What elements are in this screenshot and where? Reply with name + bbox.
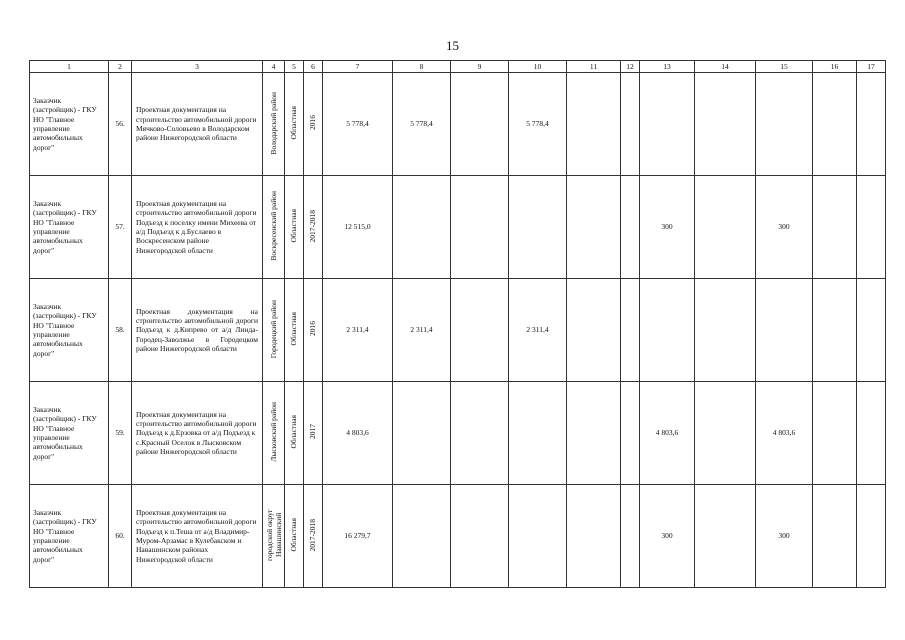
value-cell-7: 4 803,6 (323, 382, 393, 485)
value-cell-8 (393, 485, 451, 588)
value-cell-15 (756, 73, 813, 176)
value-cell-15: 300 (756, 485, 813, 588)
value-cell-10 (509, 485, 567, 588)
level-cell (285, 485, 304, 588)
estimates-table (29, 60, 886, 588)
object-name-cell: Проектная документация на строительство автомобильной дороги Подъезд к д.Кипрево от а/д Линда-Городец-Заволжье в Городецком районе Нижегородской области (132, 279, 263, 382)
value-cell-15: 4 803,6 (756, 382, 813, 485)
value-cell-12 (621, 176, 640, 279)
value-cell-7: 2 311,4 (323, 279, 393, 382)
level-text: Областная (289, 106, 299, 140)
value-cell-10: 2 311,4 (509, 279, 567, 382)
value-cell-15 (756, 279, 813, 382)
table-row (30, 485, 886, 588)
value-cell-17 (857, 382, 886, 485)
col-header: 5 (285, 61, 304, 73)
col-header: 3 (132, 61, 263, 73)
district-cell (263, 73, 285, 176)
value-cell-9 (451, 485, 509, 588)
col-header: 13 (640, 61, 695, 73)
object-name-cell: Проектная документация на строительство автомобильной дороги Подъезд к д.Ерзовка от а/д Подъезд к с.Красный Оселок в Лысковском районе Нижегородской области (132, 382, 263, 485)
value-cell-7: 5 778,4 (323, 73, 393, 176)
col-header: 8 (393, 61, 451, 73)
table-row (30, 382, 886, 485)
col-header: 16 (813, 61, 857, 73)
value-cell-17 (857, 176, 886, 279)
value-cell-13 (640, 73, 695, 176)
value-cell-12 (621, 485, 640, 588)
customer-cell: Заказчик (застройщик) - ГКУ НО "Главное управление автомобильных дорог" (30, 73, 109, 176)
object-name-cell: Проектная документация на строительство автомобильной дороги Подъезд к п.Теша от а/д Владимир-Муром-Арзамас в Кулебакском и Навашинском районах Нижегородской области (132, 485, 263, 588)
period-cell (304, 73, 323, 176)
row-number-cell: 60. (109, 485, 132, 588)
value-cell-8: 5 778,4 (393, 73, 451, 176)
level-text: Областная (289, 415, 299, 449)
value-cell-14 (695, 382, 756, 485)
level-cell (285, 176, 304, 279)
district-text: Володарский район (268, 91, 278, 155)
table-row (30, 176, 886, 279)
value-cell-12 (621, 382, 640, 485)
page-number: 15 (446, 38, 459, 53)
value-cell-13: 4 803,6 (640, 382, 695, 485)
value-cell-13: 300 (640, 176, 695, 279)
object-name-cell: Проектная документация на строительство автомобильной дороги Мячково-Соловьево в Володарском районе Нижегородской области (132, 73, 263, 176)
period-cell (304, 279, 323, 382)
customer-cell: Заказчик (застройщик) - ГКУ НО "Главное управление автомобильных дорог" (30, 485, 109, 588)
value-cell-10: 5 778,4 (509, 73, 567, 176)
period-cell (304, 382, 323, 485)
level-text: Областная (289, 518, 299, 552)
district-text: Лысковский район (268, 401, 278, 462)
value-cell-9 (451, 176, 509, 279)
value-cell-9 (451, 73, 509, 176)
period-text: 2017 (308, 424, 318, 440)
level-text: Областная (289, 312, 299, 346)
value-cell-13 (640, 279, 695, 382)
value-cell-8: 2 311,4 (393, 279, 451, 382)
value-cell-14 (695, 176, 756, 279)
district-text: Городецкий район (268, 299, 278, 358)
col-header: 17 (857, 61, 886, 73)
value-cell-12 (621, 279, 640, 382)
period-text: 2016 (308, 321, 318, 337)
row-number-cell: 58. (109, 279, 132, 382)
value-cell-17 (857, 279, 886, 382)
value-cell-13: 300 (640, 485, 695, 588)
value-cell-11 (567, 73, 621, 176)
col-header: 2 (109, 61, 132, 73)
col-header: 6 (304, 61, 323, 73)
col-header: 11 (567, 61, 621, 73)
period-text: 2017-2018 (308, 209, 318, 243)
value-cell-17 (857, 73, 886, 176)
value-cell-16 (813, 176, 857, 279)
col-header: 9 (451, 61, 509, 73)
value-cell-11 (567, 279, 621, 382)
col-header: 10 (509, 61, 567, 73)
district-cell (263, 485, 285, 588)
value-cell-17 (857, 485, 886, 588)
table-row (30, 279, 886, 382)
row-number-cell: 57. (109, 176, 132, 279)
value-cell-10 (509, 382, 567, 485)
customer-cell: Заказчик (застройщик) - ГКУ НО "Главное управление автомобильных дорог" (30, 176, 109, 279)
col-header: 7 (323, 61, 393, 73)
level-text: Областная (289, 209, 299, 243)
value-cell-8 (393, 382, 451, 485)
period-cell (304, 485, 323, 588)
period-text: 2017-2018 (308, 518, 318, 552)
col-header: 14 (695, 61, 756, 73)
object-name-cell: Проектная документация на строительство автомобильной дороги Подъезд к поселку имени Михеева от а/д Подъезд к д.Буслаево в Воскресенском районе Нижегородской области (132, 176, 263, 279)
level-cell (285, 382, 304, 485)
value-cell-11 (567, 485, 621, 588)
value-cell-9 (451, 279, 509, 382)
district-text: городской округ Навашинский (264, 508, 283, 561)
value-cell-8 (393, 176, 451, 279)
value-cell-15: 300 (756, 176, 813, 279)
value-cell-11 (567, 176, 621, 279)
col-header: 4 (263, 61, 285, 73)
value-cell-14 (695, 279, 756, 382)
column-number-row (30, 61, 886, 73)
value-cell-11 (567, 382, 621, 485)
district-cell (263, 279, 285, 382)
value-cell-14 (695, 73, 756, 176)
col-header: 15 (756, 61, 813, 73)
value-cell-7: 12 515,0 (323, 176, 393, 279)
district-cell (263, 176, 285, 279)
row-number-cell: 56. (109, 73, 132, 176)
district-text: Воскресенский район (268, 190, 278, 261)
value-cell-16 (813, 485, 857, 588)
value-cell-9 (451, 382, 509, 485)
customer-cell: Заказчик (застройщик) - ГКУ НО "Главное управление автомобильных дорог" (30, 279, 109, 382)
value-cell-16 (813, 382, 857, 485)
level-cell (285, 279, 304, 382)
value-cell-16 (813, 279, 857, 382)
district-cell (263, 382, 285, 485)
customer-cell: Заказчик (застройщик) - ГКУ НО "Главное управление автомобильных дорог" (30, 382, 109, 485)
value-cell-16 (813, 73, 857, 176)
value-cell-7: 16 279,7 (323, 485, 393, 588)
value-cell-12 (621, 73, 640, 176)
row-number-cell: 59. (109, 382, 132, 485)
col-header: 1 (30, 61, 109, 73)
col-header: 12 (621, 61, 640, 73)
table-row (30, 73, 886, 176)
value-cell-14 (695, 485, 756, 588)
value-cell-10 (509, 176, 567, 279)
level-cell (285, 73, 304, 176)
period-cell (304, 176, 323, 279)
period-text: 2016 (308, 115, 318, 131)
